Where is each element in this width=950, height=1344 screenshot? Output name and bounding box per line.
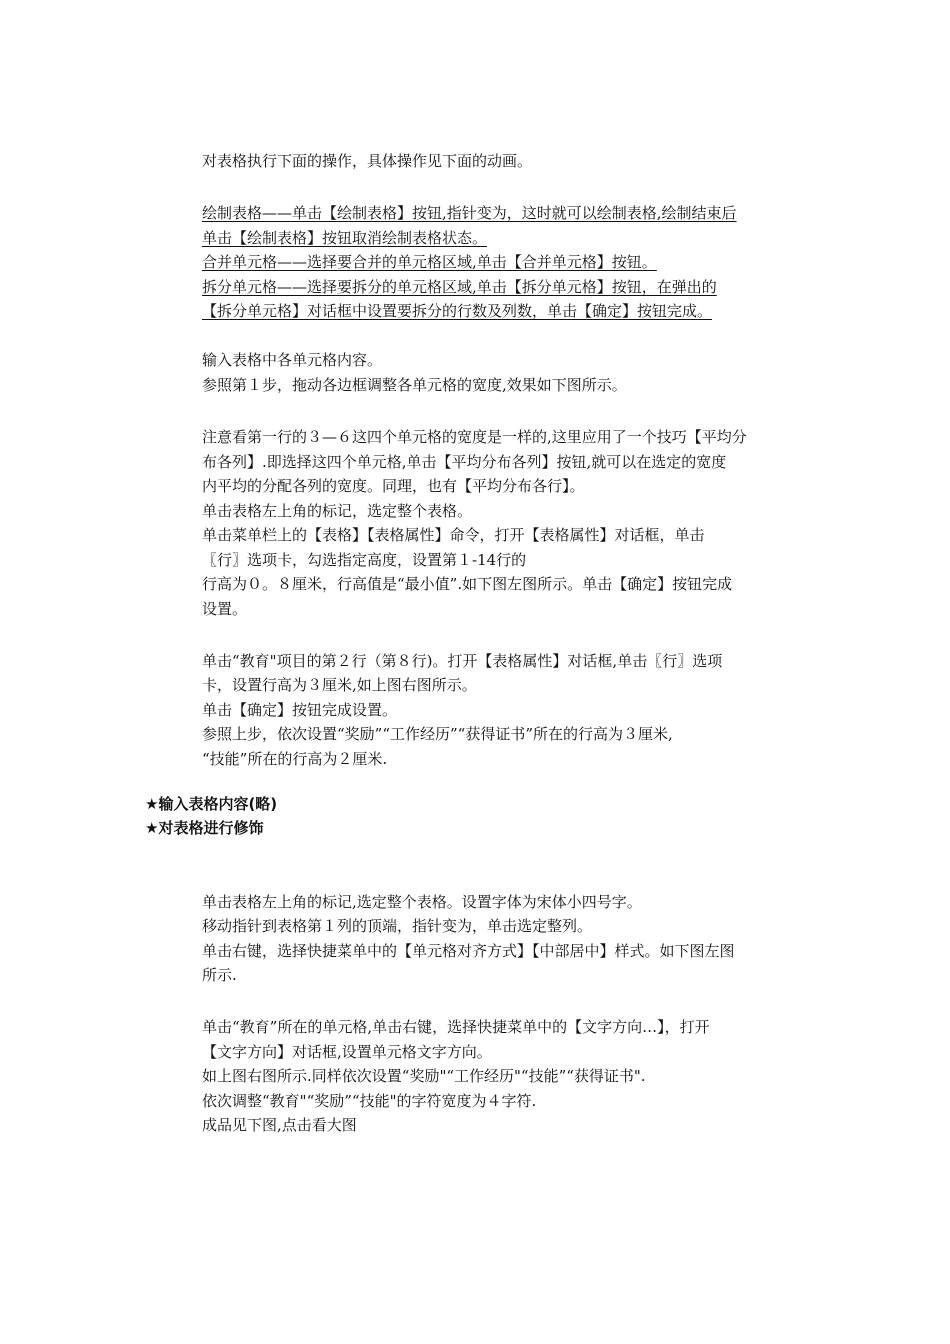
row-height-line: 行高为０。８厘米，行高值是“最小值”.如下图左图所示。单击【确定】按钮完成 bbox=[202, 575, 733, 593]
merge-cells-instruction: 合并单元格——选择要合并的单元格区域,单击【合并单元格】按钮。 bbox=[202, 253, 657, 271]
direction-line-3: 如上图右图所示.同样依次设置“奖励"“工作经历"“技能”“获得证书". bbox=[202, 1067, 646, 1085]
adjust-width-line: 参照第１步，拖动各边框调整各单元格的宽度,效果如下图所示。 bbox=[202, 376, 627, 394]
note-line-1: 注意看第一行的３—６这四个单元格的宽度是一样的,这里应用了一个技巧【平均分 bbox=[202, 428, 747, 446]
format-line-2: 移动指针到表格第１列的顶端，指针变为，单击选定整列。 bbox=[202, 917, 593, 935]
format-line-1: 单击表格左上角的标记,选定整个表格。设置字体为宋体小四号字。 bbox=[202, 893, 642, 911]
split-cells-instruction-cont: 【拆分单元格】对话框中设置要拆分的行数及列数，单击【确定】按钮完成。 bbox=[202, 302, 713, 320]
note-line-2: 布各列】.即选择这四个单元格,单击【平均分布各列】按钮,就可以在选定的宽度 bbox=[202, 453, 727, 471]
other-rows-line: 参照上步，依次设置“奖励”“工作经历”“获得证书”所在的行高为３厘米, bbox=[202, 725, 673, 743]
direction-line-2: 【文字方向】对话框,设置单元格文字方向。 bbox=[202, 1043, 492, 1061]
draw-table-instruction: 绘制表格——单击【绘制表格】按钮,指针变为，这时就可以绘制表格,绘制结束后 bbox=[202, 204, 737, 222]
table-properties-line: 单击菜单栏上的【表格】【表格属性】命令，打开【表格属性】对话框，单击 bbox=[202, 526, 705, 544]
intro-paragraph: 对表格执行下面的操作，具体操作见下面的动画。 bbox=[202, 152, 533, 170]
select-table-line: 单击表格左上角的标记，选定整个表格。 bbox=[202, 502, 473, 520]
education-row-line-cont: 卡，设置行高为３厘米,如上图右图所示。 bbox=[202, 676, 477, 694]
confirm-line: 单击【确定】按钮完成设置。 bbox=[202, 701, 398, 719]
final-result-line: 成品见下图,点击看大图 bbox=[202, 1116, 357, 1134]
education-row-line: 单击“教育"项目的第２行（第８行)。打开【表格属性】对话框,单击〖行〗选项 bbox=[202, 652, 723, 670]
settings-line: 设置。 bbox=[202, 600, 248, 618]
format-line-3: 单击右键，选择快捷菜单中的【单元格对齐方式】【中部居中】样式。如下图左图 bbox=[202, 942, 735, 960]
note-line-3: 内平均的分配各列的宽度。同理，也有【平均分布各行】。 bbox=[202, 477, 585, 495]
format-line-4: 所示. bbox=[202, 966, 237, 984]
direction-line-1: 单击“教育”所在的单元格,单击右键，选择快捷菜单中的【文字方向…】，打开 bbox=[202, 1018, 710, 1036]
section-heading-input: ★输入表格内容(略) bbox=[145, 795, 278, 813]
input-contents-line: 输入表格中各单元格内容。 bbox=[202, 351, 383, 369]
section-heading-format: ★对表格进行修饰 bbox=[145, 819, 264, 837]
skills-row-line: “技能”所在的行高为２厘米. bbox=[202, 750, 388, 768]
row-tab-line: 〖行〗选项卡，勾选指定高度，设置第１-14行的 bbox=[202, 551, 527, 569]
draw-table-instruction-cont: 单击【绘制表格】按钮取消绘制表格状态。 bbox=[202, 229, 488, 247]
direction-line-4: 依次调整“教育"“奖励”“技能"的字符宽度为４字符. bbox=[202, 1092, 537, 1110]
split-cells-instruction: 拆分单元格——选择要拆分的单元格区域,单击【拆分单元格】按钮，在弹出的 bbox=[202, 278, 717, 296]
